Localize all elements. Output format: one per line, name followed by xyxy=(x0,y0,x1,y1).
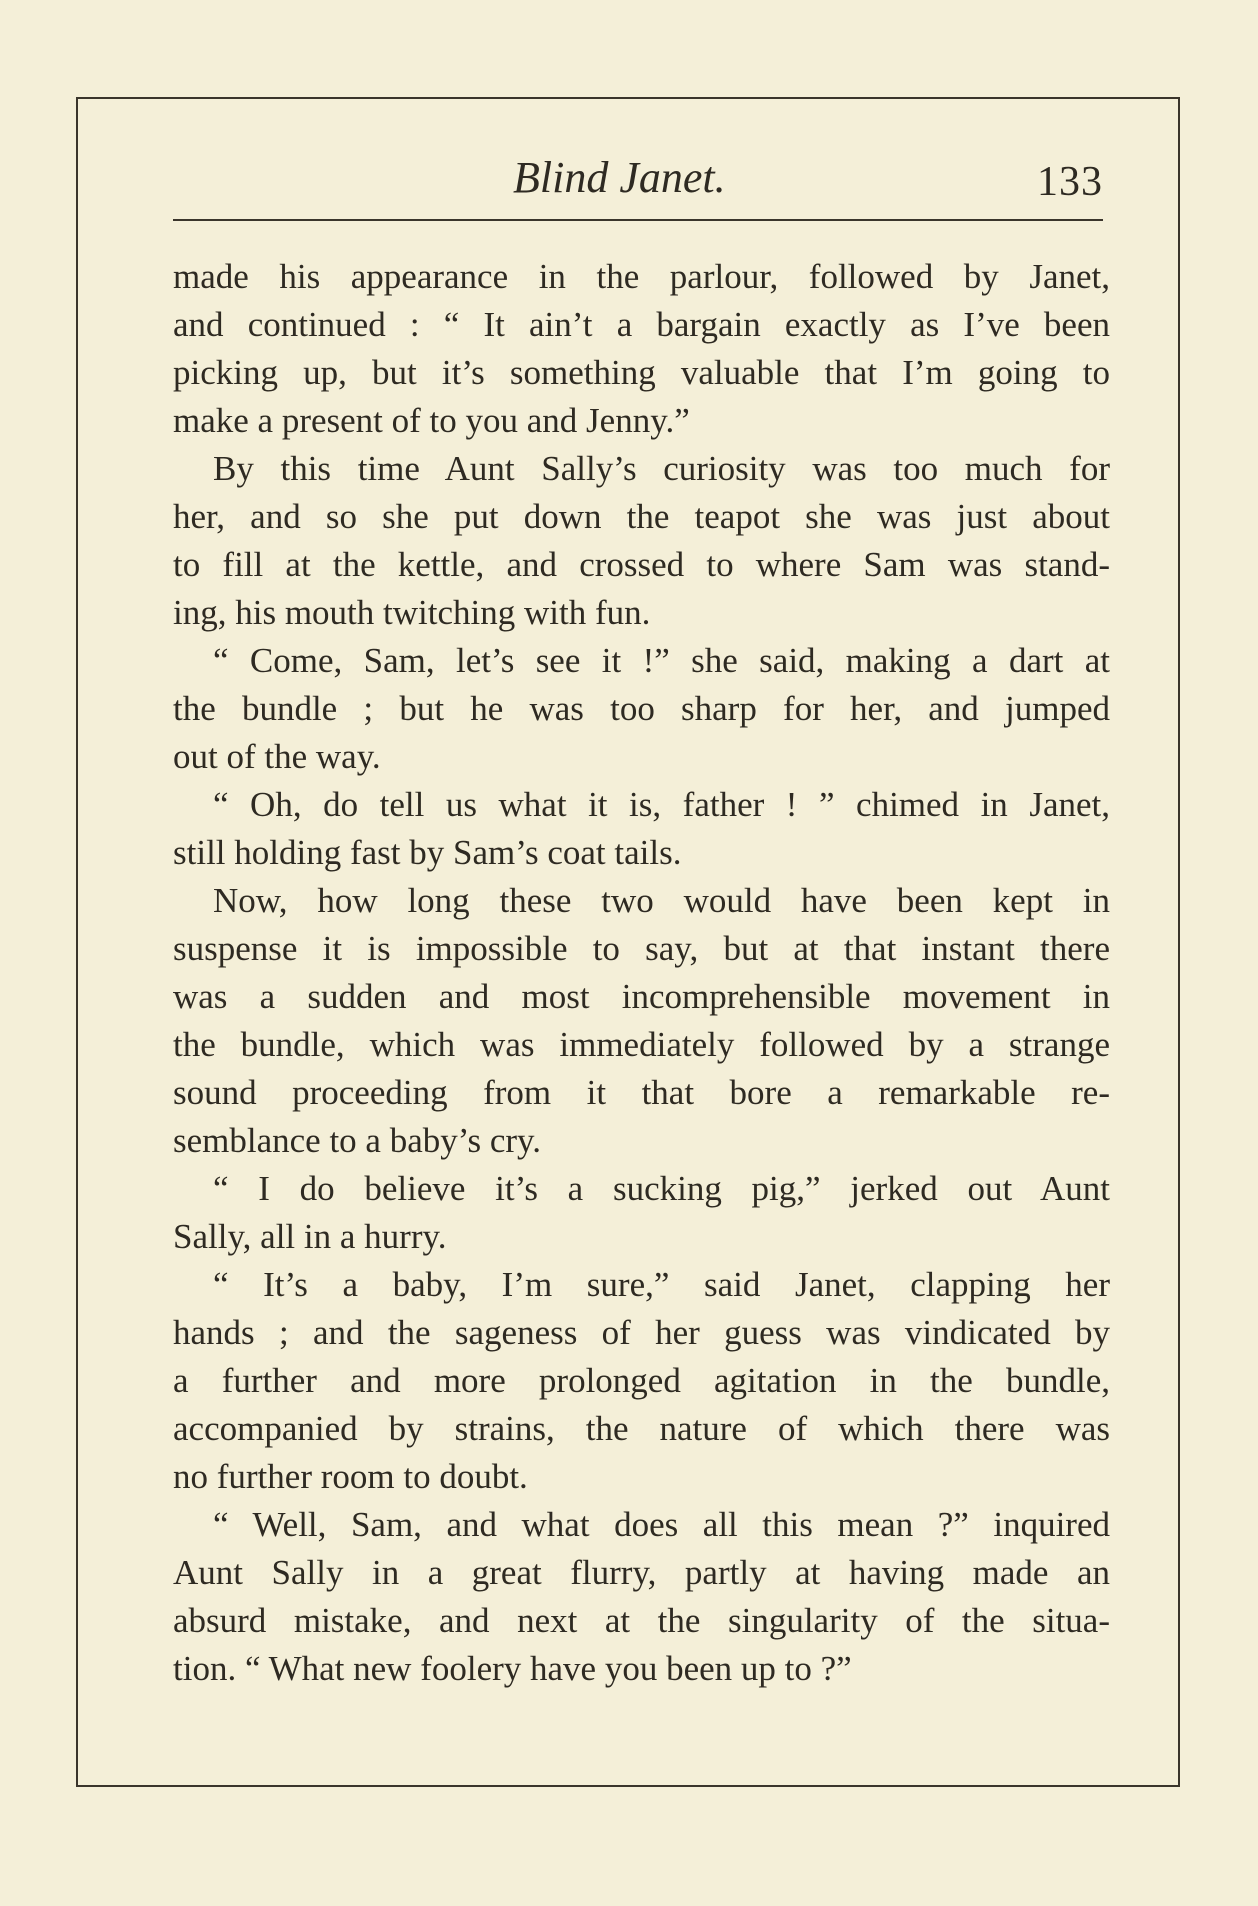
text-line: and continued : “ It ain’t a bargain exactly as I’ve been xyxy=(173,305,1110,344)
text-line: still holding fast by Sam’s coat tails. xyxy=(173,833,682,872)
text-line: her, and so she put down the teapot she was just about xyxy=(173,497,1110,536)
text-line: the bundle, which was immediately followed by a strange xyxy=(173,1025,1110,1064)
text-line: the bundle ; but he was too sharp for her, and jumped xyxy=(173,689,1110,728)
text-line: Now, how long these two would have been kept in xyxy=(213,881,1110,920)
text-line: “ Well, Sam, and what does all this mean ?” inquired xyxy=(213,1505,1110,1544)
text-line: picking up, but it’s something valuable that I’m going to xyxy=(173,353,1110,392)
text-line: By this time Aunt Sally’s curiosity was too much for xyxy=(213,449,1110,488)
text-line: “ It’s a baby, I’m sure,” said Janet, clapping her xyxy=(213,1265,1110,1304)
page-number: 133 xyxy=(1037,159,1103,205)
text-line: no further room to doubt. xyxy=(173,1457,528,1496)
text-line: “ Come, Sam, let’s see it !” she said, making a dart at xyxy=(213,641,1110,680)
header-rule xyxy=(173,219,1103,221)
text-line: semblance to a baby’s cry. xyxy=(173,1121,542,1160)
text-line: make a present of to you and Jenny.” xyxy=(173,401,690,440)
text-line: Aunt Sally in a great flurry, partly at having made an xyxy=(173,1553,1110,1592)
body-text xyxy=(173,253,1110,1693)
text-line: out of the way. xyxy=(173,737,381,776)
text-line: was a sudden and most incomprehensible movement in xyxy=(173,977,1110,1016)
text-line: hands ; and the sageness of her guess was vindicated by xyxy=(173,1313,1110,1352)
text-line: accompanied by strains, the nature of which there was xyxy=(173,1409,1110,1448)
text-line: “ I do believe it’s a sucking pig,” jerked out Aunt xyxy=(213,1169,1110,1208)
text-line: “ Oh, do tell us what it is, father ! ” chimed in Janet, xyxy=(213,785,1110,824)
text-line: Sally, all in a hurry. xyxy=(173,1217,447,1256)
text-line: made his appearance in the parlour, followed by Janet, xyxy=(173,257,1110,296)
text-line: ing, his mouth twitching with fun. xyxy=(173,593,651,632)
text-line: tion. “ What new foolery have you been up to ?” xyxy=(173,1649,852,1688)
running-title: Blind Janet. xyxy=(513,153,726,202)
page-header xyxy=(173,148,1103,218)
text-line: absurd mistake, and next at the singularity of the situa- xyxy=(173,1601,1110,1640)
text-line: sound proceeding from it that bore a remarkable re- xyxy=(173,1073,1110,1112)
text-line: a further and more prolonged agitation in the bundle, xyxy=(173,1361,1110,1400)
text-line: suspense it is impossible to say, but at that instant there xyxy=(173,929,1110,968)
text-line: to fill at the kettle, and crossed to where Sam was stand- xyxy=(173,545,1110,584)
